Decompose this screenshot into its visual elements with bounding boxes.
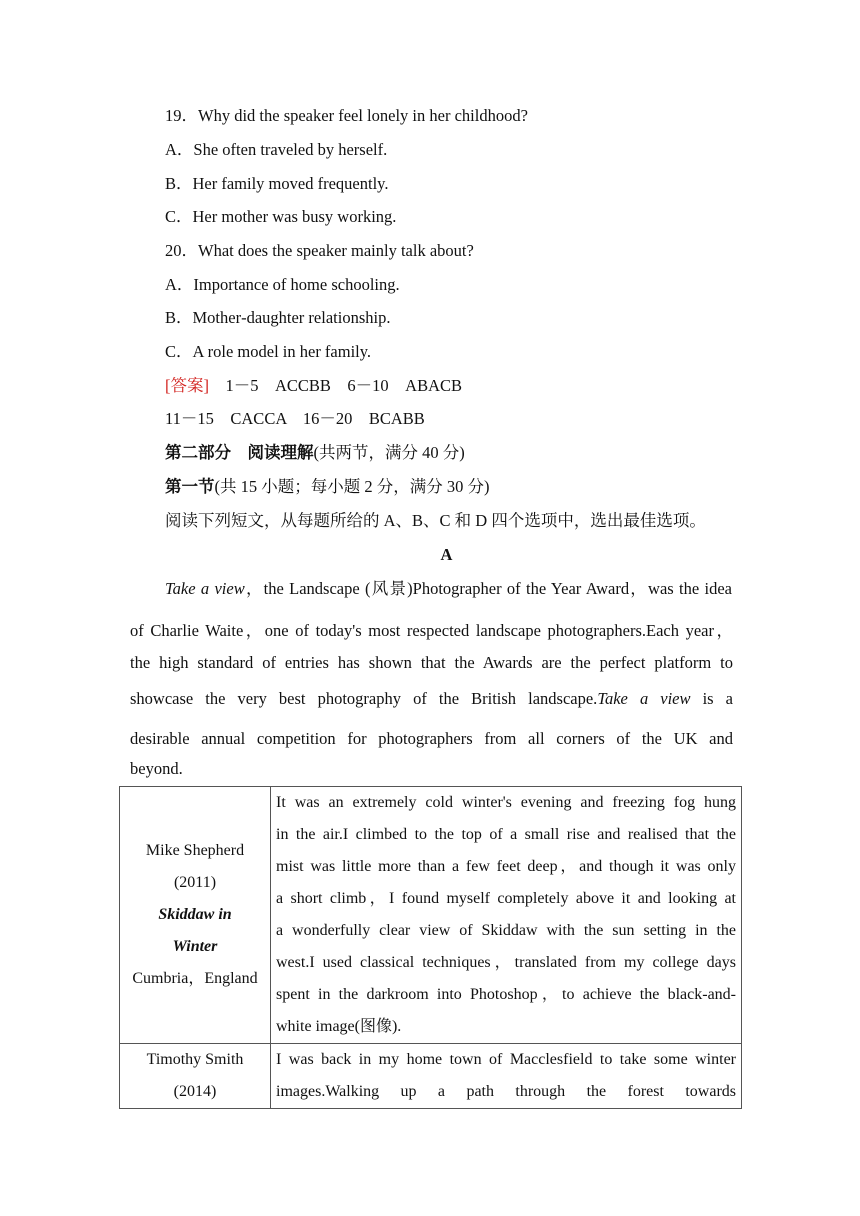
desc-line: spent in the darkroom into Photoshop，to achieve the black‑and‑ <box>276 986 736 1003</box>
photo-entries-table <box>119 786 742 1109</box>
desc-line: mist was little more than a few feet deep，and though it was only <box>276 858 736 875</box>
q20-option-c: C．A role model in her family. <box>165 342 372 361</box>
desc-line: west.I used classical techniques，translated from my college days <box>276 954 736 971</box>
desc-line: in the air.I climbed to the top of a small rise and realised that the <box>276 826 736 843</box>
answer-label: [答案] <box>165 376 209 395</box>
q20-option-b: B．Mother‑daughter relationship. <box>165 308 391 327</box>
entry-description-cell <box>271 787 742 1044</box>
photo-title-line-1: Skiddaw in <box>158 906 232 923</box>
photographer-name: Mike Shepherd <box>145 842 245 859</box>
photo-location: Cumbria，England <box>132 970 258 987</box>
desc-line: a wonderfully clear view of Skiddaw with the sun setting in the <box>276 922 736 939</box>
answer-keys-1: 1－5 ACCBB 6－10 ABACB <box>209 376 463 395</box>
table-row <box>120 787 742 1044</box>
desc-line: white image(图像). <box>276 1018 402 1035</box>
q19-option-b: B．Her family moved frequently. <box>165 174 389 193</box>
instruction: 阅读下列短文，从每题所给的 A、B、C 和 D 四个选项中，选出最佳选项。 <box>165 511 706 530</box>
passage-line-4-end: is a <box>690 689 733 708</box>
desc-line: I was back in my home town of Macclesfield to take some winter <box>276 1051 736 1068</box>
q19-option-a: A．She often traveled by herself. <box>165 140 388 159</box>
passage-title-italic-2: Take a view <box>597 689 691 708</box>
entry-info-cell <box>120 787 271 1044</box>
section1-title <box>165 477 490 497</box>
answer-keys-2: 11－15 CACCA 16－20 BCABB <box>165 409 425 428</box>
part2-title <box>165 443 465 463</box>
passage-heading: A <box>440 545 453 564</box>
entry-year: (2014) <box>173 1083 217 1100</box>
passage-line-4-text: showcase the very best photography of the British landscape. <box>130 689 598 708</box>
part2-title-bold: 第二部分 阅读理解 <box>165 443 314 462</box>
section1-title-rest: (共 15 小题；每小题 2 分，满分 30 分) <box>214 477 490 496</box>
desc-line: It was an extremely cold winter's evening and freezing fog hung <box>276 794 736 811</box>
question-20: 20．What does the speaker mainly talk about? <box>165 241 474 260</box>
question-19: 19．Why did the speaker feel lonely in her childhood? <box>165 106 528 125</box>
passage-line-5: desirable annual competition for photographers from all corners of the UK and <box>130 729 733 748</box>
desc-line: images.Walking up a path through the forest towards <box>276 1083 736 1100</box>
q19-option-c: C．Her mother was busy working. <box>165 207 397 226</box>
photo-title-line-2: Winter <box>172 938 218 955</box>
table-row <box>120 1044 742 1109</box>
part2-title-rest: (共两节，满分 40 分) <box>313 443 465 462</box>
photographer-name: Timothy Smith <box>146 1051 244 1068</box>
passage-line-6: beyond. <box>130 759 183 778</box>
entry-year: (2011) <box>173 874 217 891</box>
entry-info-cell <box>120 1044 271 1109</box>
answer-line-1 <box>165 376 462 396</box>
passage-line-4 <box>130 689 733 709</box>
desc-line: a short climb，I found myself completely above it and looking at <box>276 890 736 907</box>
passage-line-2: of Charlie Waite，one of today's most respected landscape photographers.Each year， <box>130 621 733 640</box>
q20-option-a: A．Importance of home schooling. <box>165 275 400 294</box>
section1-title-bold: 第一节 <box>165 477 215 496</box>
passage-line-1-text: ，the Landscape (风景)Photographer of the Year Award，was the idea <box>244 579 733 598</box>
passage-line-3: the high standard of entries has shown that the Awards are the perfect platform to <box>130 653 733 672</box>
passage-title-italic: Take a view <box>165 579 245 598</box>
passage-line-1 <box>165 579 732 599</box>
entry-description-cell <box>271 1044 742 1109</box>
